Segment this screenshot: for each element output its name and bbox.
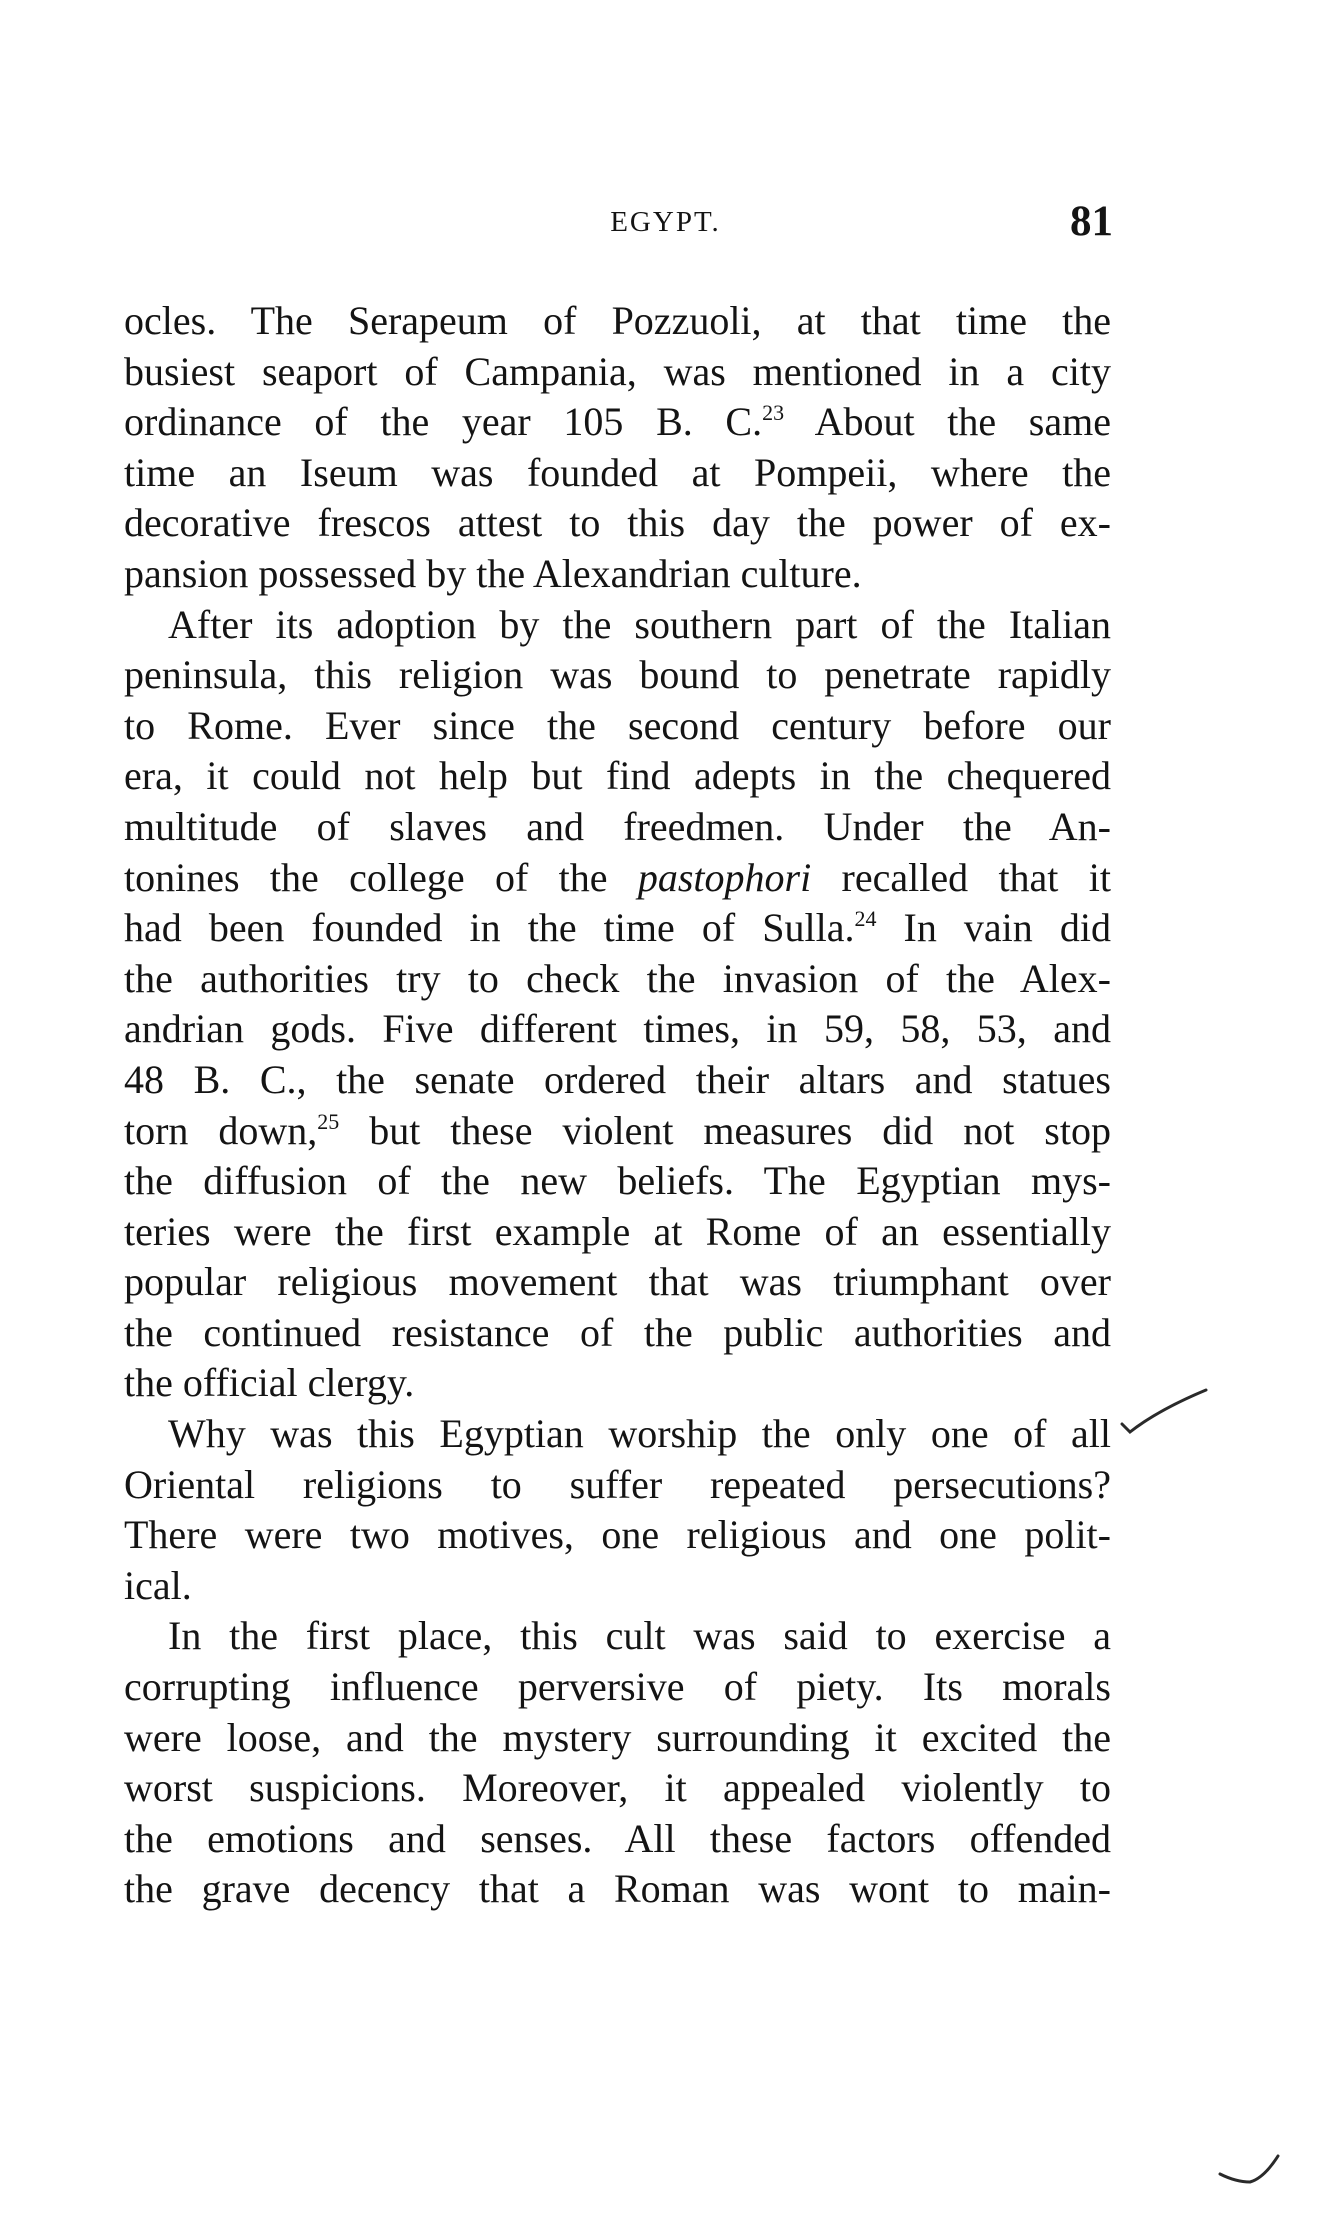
text-line: the continued resistance of the public authorities and bbox=[124, 1309, 1111, 1355]
text-line: 48 B. C., the senate ordered their altars and statues bbox=[124, 1056, 1111, 1102]
text-line: torn down,$^{25}$ but these violent measures did not stop bbox=[124, 1107, 1111, 1153]
text-line: teries were the first example at Rome of an essentially bbox=[124, 1208, 1111, 1254]
body-text bbox=[124, 296, 1111, 1915]
text-line: tonines the college of the pastophori recalled that it bbox=[124, 854, 1111, 900]
pencil-tick-icon bbox=[1218, 2152, 1282, 2192]
text-line: corrupting influence perversive of piety. Its morals bbox=[124, 1664, 1111, 1710]
italic-term: pastophori bbox=[637, 854, 812, 900]
text-line: In the first place, this cult was said to exercise a bbox=[168, 1613, 1111, 1659]
paragraph bbox=[124, 600, 1111, 1410]
text-line: ical. bbox=[124, 1562, 192, 1608]
text-line: had been founded in the time of Sulla.$^{24}$ In vain did bbox=[124, 905, 1111, 951]
text-line: worst suspicions. Moreover, it appealed violently to bbox=[124, 1765, 1111, 1811]
page-number: 81 bbox=[1070, 198, 1113, 245]
text-line: busiest seaport of Campania, was mentioned in a city bbox=[124, 348, 1111, 394]
text-line: decorative frescos attest to this day the power of ex- bbox=[124, 500, 1111, 546]
text-line: to Rome. Ever since the second century before our bbox=[124, 702, 1111, 748]
footnote-ref: 24 bbox=[854, 906, 877, 932]
text-line: andrian gods. Five different times, in 59, 58, 53, and bbox=[124, 1006, 1111, 1052]
footnote-ref: 23 bbox=[762, 400, 785, 426]
paragraph bbox=[124, 1611, 1111, 1915]
text-line: pansion possessed by the Alexandrian culture. bbox=[124, 550, 862, 596]
paragraph bbox=[124, 296, 1111, 600]
text-line: were loose, and the mystery surrounding it excited the bbox=[124, 1714, 1111, 1760]
text-line: peninsula, this religion was bound to penetrate rapidly bbox=[124, 652, 1111, 698]
text-line: ocles. The Serapeum of Pozzuoli, at that time the bbox=[124, 298, 1111, 343]
text-line: multitude of slaves and freedmen. Under the An- bbox=[124, 803, 1111, 849]
running-title: EGYPT. bbox=[610, 206, 721, 238]
text-line: time an Iseum was founded at Pompeii, where the bbox=[124, 449, 1111, 495]
text-line: There were two motives, one religious and one polit- bbox=[124, 1512, 1111, 1558]
text-line: popular religious movement that was triumphant over bbox=[124, 1259, 1111, 1305]
text-line: After its adoption by the southern part of the Italian bbox=[168, 601, 1111, 647]
text-line: Oriental religions to suffer repeated persecutions? bbox=[124, 1461, 1111, 1507]
text-line: ordinance of the year 105 B. C.$^{23}$ About the same bbox=[124, 399, 1111, 445]
paragraph bbox=[124, 1409, 1111, 1611]
text-line: the authorities try to check the invasion of the Alex- bbox=[124, 955, 1111, 1001]
text-line: the official clergy. bbox=[124, 1360, 415, 1406]
text-line: the grave decency that a Roman was wont to main- bbox=[124, 1866, 1111, 1912]
pencil-checkmark-icon bbox=[1118, 1388, 1210, 1458]
text-line: era, it could not help but find adepts in the chequered bbox=[124, 753, 1111, 799]
text-line: the diffusion of the new beliefs. The Egyptian mys- bbox=[124, 1158, 1111, 1204]
footnote-ref: 25 bbox=[317, 1108, 340, 1134]
text-line: the emotions and senses. All these factors offended bbox=[124, 1815, 1111, 1861]
text-line: Why was this Egyptian worship the only one of all bbox=[168, 1411, 1111, 1457]
